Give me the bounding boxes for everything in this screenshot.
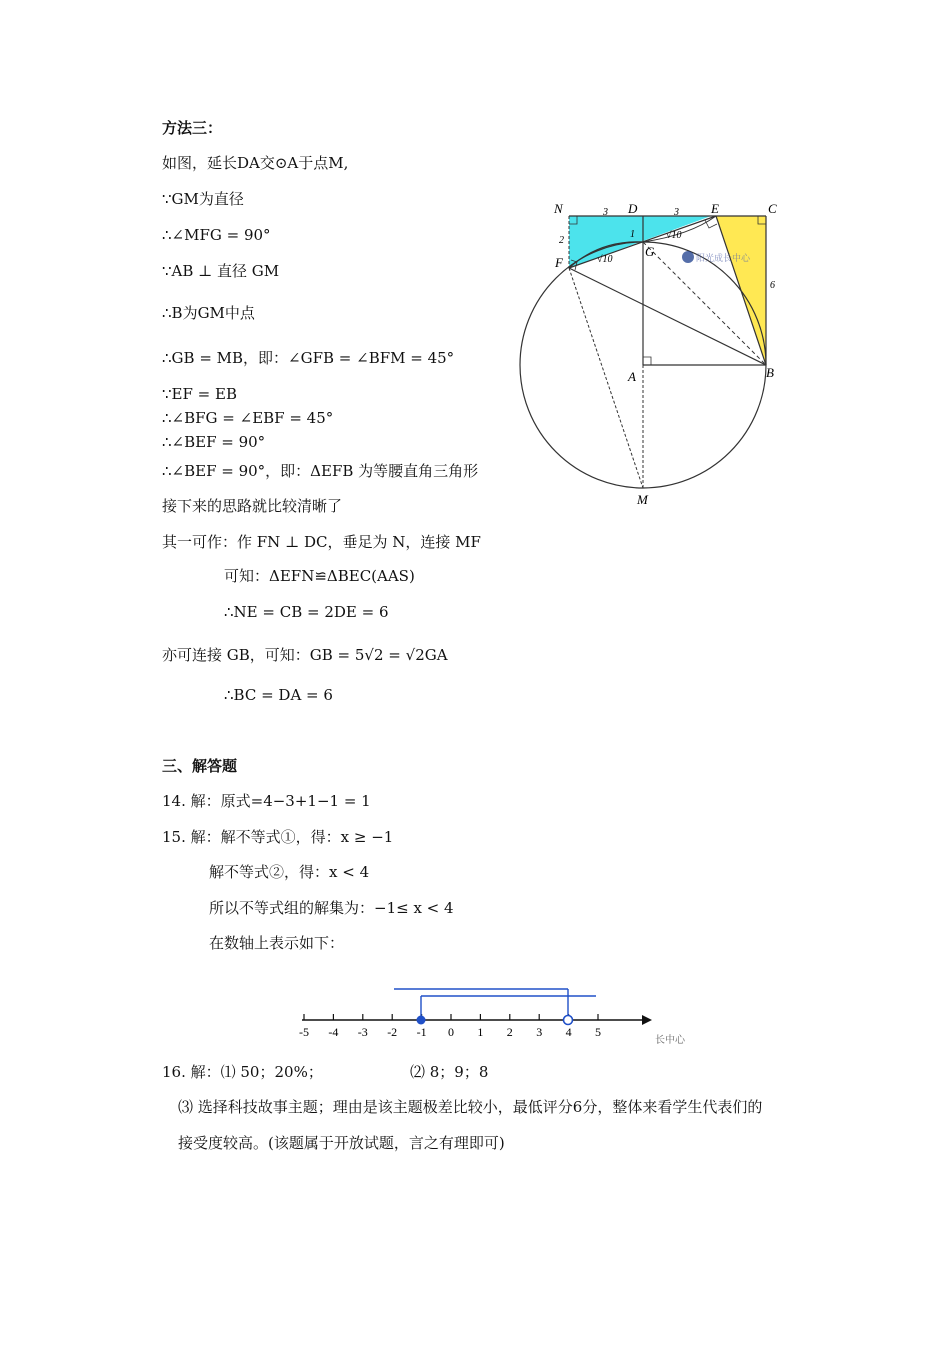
tick-label: 5: [595, 1025, 601, 1039]
tick-label: 1: [477, 1025, 484, 1039]
q15-line-1: 15. 解：解不等式①，得：x ≥ −1: [162, 828, 394, 846]
len-nf: 2: [559, 235, 564, 246]
proof-line-12: 其一可作：作 FN ⊥ DC，垂足为 N，连接 MF: [162, 533, 481, 551]
label-n: N: [554, 201, 563, 216]
proof-line-5: ∴B为GM中点: [162, 304, 255, 322]
label-c: C: [768, 201, 777, 216]
proof-line-7: ∵EF = EB: [162, 385, 237, 403]
label-m: M: [637, 492, 648, 507]
q16-part3-line1: ⑶ 选择科技故事主题；理由是该主题极差比较小，最低评分6分，整体来看学生代表们的: [178, 1098, 763, 1116]
q16-part3-line2: 接受度较高。(该题属于开放试题，言之有理即可): [178, 1134, 505, 1152]
q15-line-4: 在数轴上表示如下：: [209, 934, 345, 952]
q16-part1: 16. 解：⑴ 50；20%；: [162, 1063, 323, 1081]
label-b: B: [766, 365, 774, 380]
label-d: D: [628, 201, 638, 216]
tick-label: 2: [506, 1025, 513, 1039]
method3-heading: 方法三：: [162, 119, 223, 137]
q16-part2: ⑵ 8；9；8: [410, 1063, 489, 1081]
solid-point: [417, 1016, 426, 1025]
proof-line-4: ∵AB ⊥ 直径 GM: [162, 262, 280, 280]
diagram-watermark: 阳光成长中心: [696, 253, 751, 263]
label-a: A: [628, 369, 636, 384]
q15-line-3: 所以不等式组的解集为：−1≤ x < 4: [209, 899, 454, 917]
proof-line-8: ∴∠BFG = ∠EBF = 45°: [162, 409, 334, 427]
proof-line-10: ∴∠BEF = 90°，即：ΔEFB 为等腰直角三角形: [162, 462, 479, 480]
tick-label: 3: [536, 1025, 543, 1039]
tick-label: -2: [387, 1025, 398, 1039]
q14-answer: 14. 解：原式=4−3+1−1 = 1: [162, 792, 371, 810]
hollow-point: [564, 1016, 573, 1025]
tick-label: 0: [448, 1025, 454, 1039]
proof-line-9: ∴∠BEF = 90°: [162, 433, 266, 451]
len-de: 3: [674, 207, 679, 218]
len-fg: √10: [597, 254, 613, 265]
proof-line-13: 可知：ΔEFN≌ΔBEC(AAS): [224, 567, 415, 585]
proof-line-1: 如图，延长DA交⊙A于点M,: [162, 154, 349, 172]
number-line: [290, 980, 690, 1050]
tick-label: -5: [299, 1025, 309, 1039]
proof-line-15: 亦可连接 GB，可知：GB = 5√2 = √2GA: [162, 646, 448, 664]
len-ge: √10: [666, 230, 682, 241]
tick-label: -4: [328, 1025, 339, 1039]
tick-label: -1: [416, 1025, 427, 1039]
proof-line-6: ∴GB = MB，即：∠GFB = ∠BFM = 45°: [162, 349, 455, 367]
len-cb: 6: [770, 280, 775, 291]
proof-line-3: ∴∠MFG = 90°: [162, 226, 271, 244]
label-e: E: [711, 201, 719, 216]
proof-line-11: 接下来的思路就比较清晰了: [162, 497, 343, 515]
number-line-watermark: 长中心: [655, 1035, 685, 1046]
len-nd: 3: [603, 207, 608, 218]
label-g: G: [645, 244, 655, 259]
geometry-diagram: [500, 195, 800, 515]
axis-arrow-icon: [642, 1015, 652, 1025]
tick-label: -3: [357, 1025, 368, 1039]
section3-heading: 三、解答题: [162, 757, 238, 775]
watermark-logo-icon: [682, 251, 694, 263]
proof-line-16: ∴BC = DA = 6: [224, 686, 333, 704]
proof-line-14: ∴NE = CB = 2DE = 6: [224, 603, 389, 621]
proof-line-2: ∵GM为直径: [162, 190, 244, 208]
label-f: F: [555, 255, 563, 270]
len-dg: 1: [630, 229, 635, 240]
q15-line-2: 解不等式②，得：x < 4: [209, 863, 370, 881]
tick-label: 4: [565, 1025, 572, 1039]
